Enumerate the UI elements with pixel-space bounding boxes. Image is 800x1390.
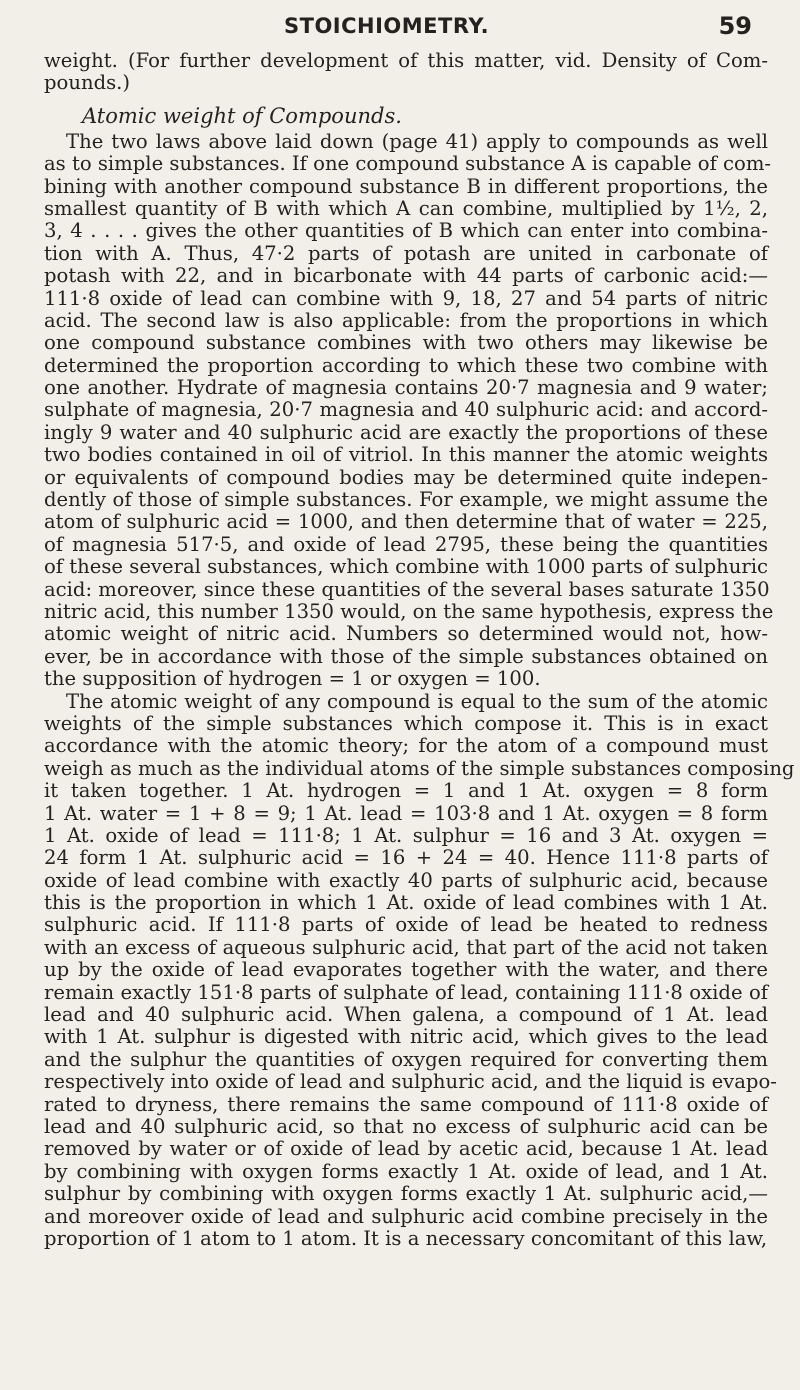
text-line: smallest quantity of B with which A can combine, multiplied by 1½, 2, <box>44 196 768 220</box>
text-line: one compound substance combines with two others may likewise be <box>44 331 768 355</box>
paragraph-atomic-weight-sum <box>44 689 795 1251</box>
text-line: the supposition of hydrogen = 1 or oxygen = 100. <box>44 667 541 691</box>
text-line: this is the proportion in which 1 At. oxide of lead combines with 1 At. <box>44 891 768 915</box>
text-line: rated to dryness, there remains the same compound of 111·8 oxide of <box>44 1092 768 1116</box>
text-line: and the sulphur the quantities of oxygen required for converting them <box>44 1047 768 1071</box>
text-line: 1 At. oxide of lead = 111·8; 1 At. sulphur = 16 and 3 At. oxygen = <box>44 823 768 847</box>
text-line: 3, 4 . . . . gives the other quantities of B which can enter into combina- <box>44 219 768 243</box>
text-line: dently of those of simple substances. For example, we might assume the <box>44 488 768 512</box>
text-line: respectively into oxide of lead and sulphuric acid, and the liquid is evapo- <box>44 1070 777 1094</box>
text-line: oxide of lead combine with exactly 40 parts of sulphuric acid, because <box>44 868 768 892</box>
text-line: of magnesia 517·5, and oxide of lead 2795, these being the quantities <box>44 532 768 556</box>
text-line: potash with 22, and in bicarbonate with 44 parts of carbonic acid:— <box>44 264 768 288</box>
section-heading: Atomic weight of Compounds. <box>82 103 402 128</box>
text-line: or equivalents of compound bodies may be determined quite indepen- <box>44 465 768 489</box>
body-text <box>44 49 795 1250</box>
text-line: ever, be in accordance with those of the simple substances obtained on <box>44 644 768 668</box>
text-line: sulphur by combining with oxygen forms exactly 1 At. sulphuric acid,— <box>44 1182 768 1206</box>
text-line: two bodies contained in oil of vitriol. In this manner the atomic weights <box>44 443 768 467</box>
text-line: it taken together. 1 At. hydrogen = 1 and 1 At. oxygen = 8 form <box>44 779 768 803</box>
text-line: The two laws above laid down (page 41) apply to compounds as well <box>66 129 768 153</box>
text-line: 1 At. water = 1 + 8 = 9; 1 At. lead = 103·8 and 1 At. oxygen = 8 form <box>44 801 768 825</box>
text-line: up by the oxide of lead evaporates together with the water, and there <box>44 958 768 982</box>
text-line: remain exactly 151·8 parts of sulphate of lead, containing 111·8 oxide of <box>44 980 768 1004</box>
text-line: one another. Hydrate of magnesia contains 20·7 magnesia and 9 water; <box>44 376 768 400</box>
text-line: acid: moreover, since these quantities of the several bases saturate 1350 <box>44 577 770 601</box>
text-line: sulphuric acid. If 111·8 parts of oxide of lead be heated to redness <box>44 913 768 937</box>
text-line: as to simple substances. If one compound substance A is capable of com- <box>44 152 772 176</box>
text-line: determined the proportion according to which these two combine with <box>44 353 768 377</box>
text-line: of these several substances, which combine with 1000 parts of sulphuric <box>44 555 768 579</box>
text-line: lead and 40 sulphuric acid, so that no excess of sulphuric acid can be <box>44 1114 768 1138</box>
text-line: removed by water or of oxide of lead by acetic acid, because 1 At. lead <box>44 1137 768 1161</box>
text-line: The atomic weight of any compound is equal to the sum of the atomic <box>66 689 768 713</box>
text-line: sulphate of magnesia, 20·7 magnesia and 40 sulphuric acid: and accord- <box>44 398 768 422</box>
text-line: proportion of 1 atom to 1 atom. It is a necessary concomitant of this law, <box>44 1226 768 1250</box>
text-line: with 1 At. sulphur is digested with nitric acid, which gives to the lead <box>44 1025 768 1049</box>
text-line: bining with another compound substance B in different proportions, the <box>44 174 768 198</box>
text-line: weights of the simple substances which compose it. This is in exact <box>44 711 768 735</box>
text-line: weigh as much as the individual atoms of the simple substances composing <box>44 756 795 780</box>
text-line: by combining with oxygen forms exactly 1 At. oxide of lead, and 1 At. <box>44 1159 768 1183</box>
text-line: atom of sulphuric acid = 1000, and then determine that of water = 225, <box>44 510 768 534</box>
running-head <box>0 14 800 44</box>
text-line: tion with A. Thus, 47·2 parts of potash are united in carbonate of <box>44 241 768 265</box>
text-line: with an excess of aqueous sulphuric acid, that part of the acid not taken <box>44 935 768 959</box>
paragraph-stoichiometry-laws <box>44 129 774 691</box>
running-title: STOICHIOMETRY. <box>284 14 490 38</box>
text-line: 111·8 oxide of lead can combine with 9, 18, 27 and 54 parts of nitric <box>44 286 768 310</box>
text-line: 24 form 1 At. sulphuric acid = 16 + 24 = 40. Hence 111·8 parts of <box>44 846 768 870</box>
page-number: 59 <box>718 12 752 40</box>
text-line: atomic weight of nitric acid. Numbers so determined would not, how- <box>44 622 768 646</box>
text-line: acid. The second law is also applicable: from the proportions in which <box>44 308 768 332</box>
text-line: ingly 9 water and 40 sulphuric acid are exactly the proportions of these <box>44 420 768 444</box>
text-line: nitric acid, this number 1350 would, on the same hypothesis, express the <box>44 599 774 623</box>
intro-text <box>44 50 768 95</box>
text-line: pounds.) <box>44 71 131 95</box>
text-line: accordance with the atomic theory; for the atom of a compound must <box>44 734 768 758</box>
text-line: and moreover oxide of lead and sulphuric acid combine precisely in the <box>44 1204 768 1228</box>
text-line: lead and 40 sulphuric acid. When galena, a compound of 1 At. lead <box>44 1003 768 1027</box>
text-line: weight. (For further development of this matter, vid. Density of Com- <box>44 49 768 72</box>
